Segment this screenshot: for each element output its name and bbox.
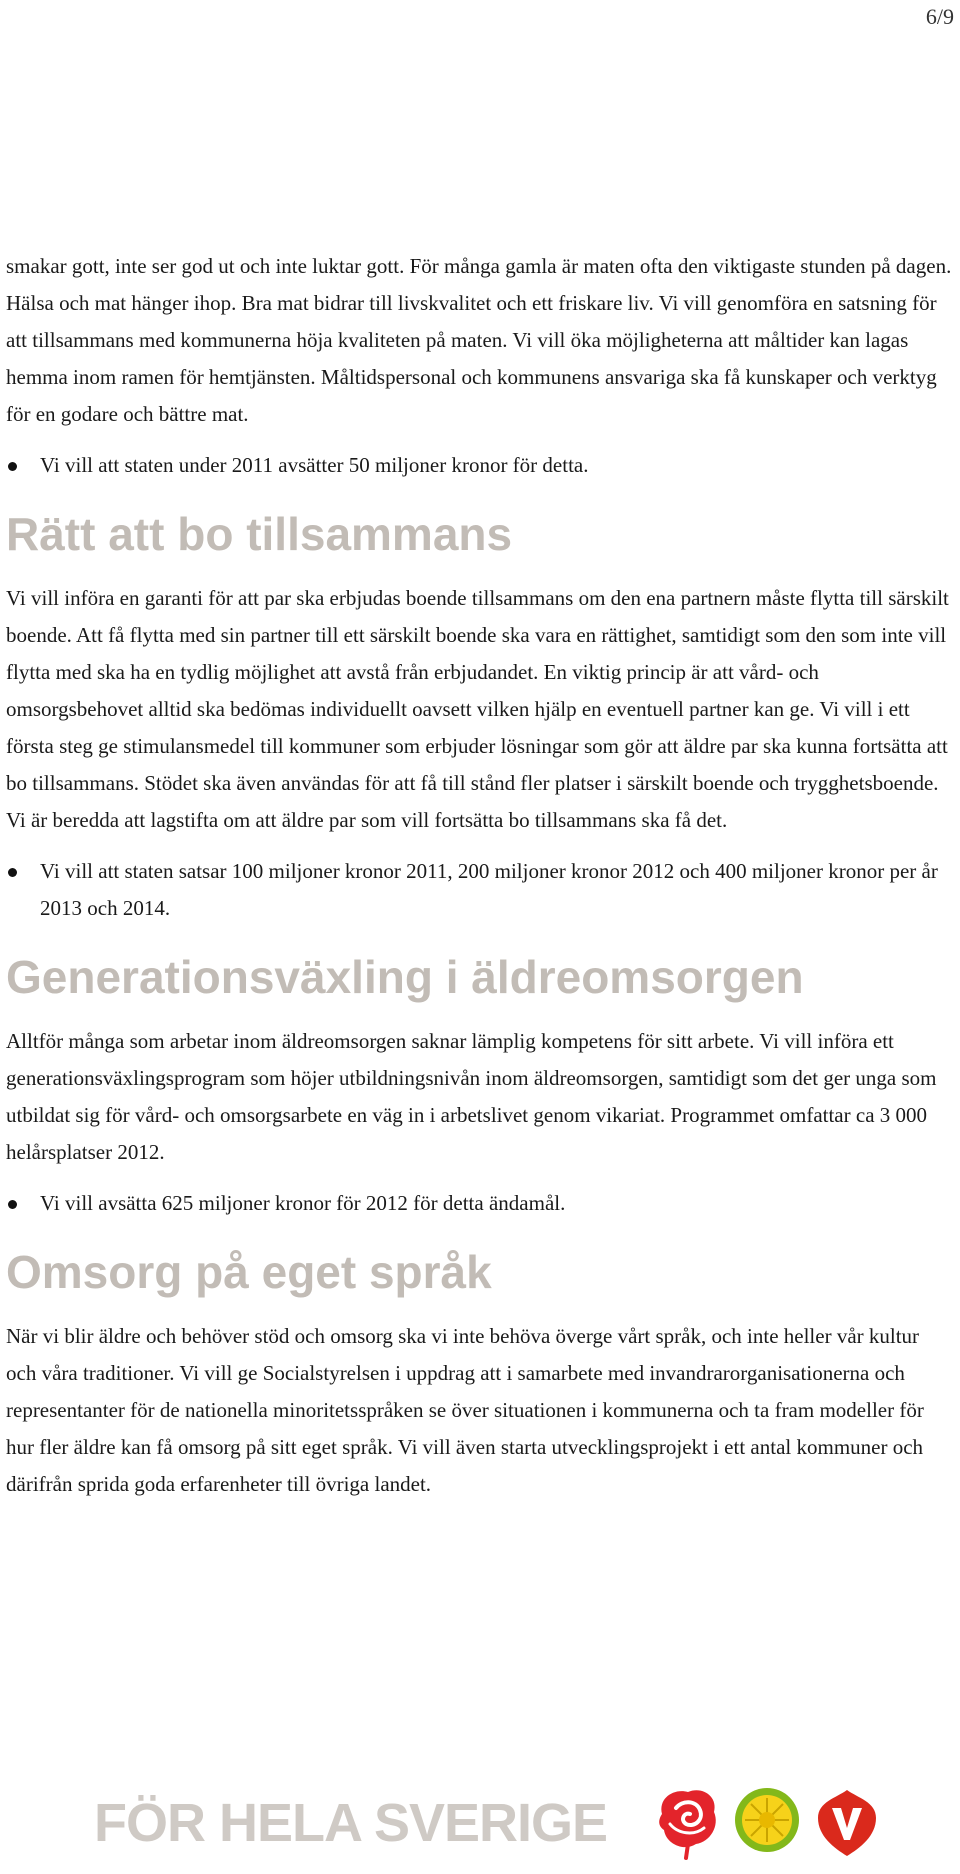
bullet-item: Vi vill att staten satsar 100 miljoner kronor 2011, 200 miljoner kronor 2012 och 400 miljoner kronor per år 2013 och 2014.: [6, 853, 954, 927]
footer-banner: [94, 1784, 884, 1864]
bullet-item: Vi vill avsätta 625 miljoner kronor för 2012 för detta ändamål.: [6, 1185, 954, 1222]
section-bullet-list: [6, 853, 954, 927]
dandelion-logo-icon: [732, 1784, 802, 1860]
section-heading-omsorg-pa-eget-sprak: Omsorg på eget språk: [6, 1246, 492, 1298]
rose-logo-icon: [654, 1784, 724, 1860]
section-bullet-list: [6, 1185, 954, 1222]
section-heading-generationsvaxling: Generationsväxling i äldreomsorgen: [6, 951, 804, 1003]
intro-paragraph: smakar gott, inte ser god ut och inte luktar gott. För många gamla är maten ofta den viktigaste stunden på dagen. Hälsa och mat hänger ihop. Bra mat bidrar till livskvalitet och ett friskare liv. Vi vill genomföra en satsning för att tillsammans med kommunerna höja kvaliteten på maten. Vi vill öka möjligheterna att måltider kan lagas hemma inom ramen för hemtjänsten. Måltidspersonal och kommunens ansvariga ska få kunskaper och verktyg för en godare och bättre mat.: [6, 254, 952, 426]
page-number: 6/9: [925, 4, 954, 29]
bullet-item: Vi vill att staten under 2011 avsätter 50 miljoner kronor för detta.: [6, 447, 954, 484]
v-logo-icon: [812, 1784, 882, 1860]
party-logos: [654, 1784, 884, 1864]
section-heading-ratt-att-bo: Rätt att bo tillsammans: [6, 508, 513, 560]
section-paragraph: När vi blir äldre och behöver stöd och omsorg ska vi inte behöva överge vårt språk, och inte heller vår kultur och våra traditioner. Vi vill ge Socialstyrelsen i uppdrag att i samarbete med invandrarorganisationerna och representanter för de nationella minoritetsspråken se över situationen i kommunerna och ta fram modeller för hur fler äldre kan få omsorg på sitt eget språk. Vi vill även starta utvecklingsprojekt i ett antal kommuner och därifrån sprida goda erfarenheter till övriga landet.: [6, 1324, 924, 1496]
document-body: [6, 248, 954, 1517]
footer-slogan: FÖR HELA SVERIGE: [94, 1793, 608, 1853]
intro-bullet-list: [6, 447, 954, 484]
section-paragraph: Alltför många som arbetar inom äldreomsorgen saknar lämplig kompetens för sitt arbete. Vi vill införa ett generationsväxlingsprogram som höjer utbildningsnivån inom äldreomsorgen, samtidigt som det ger unga som utbildat sig för vård- och omsorgsarbete en väg in i arbetslivet genom vikariat. Programmet omfattar ca 3 000 helårsplatser 2012.: [6, 1029, 937, 1164]
section-paragraph: Vi vill införa en garanti för att par ska erbjudas boende tillsammans om den ena partnern måste flytta till särskilt boende. Att få flytta med sin partner till ett särskilt boende ska vara en rättighet, samtidigt som den som inte vill flytta med ska ha en tydlig möjlighet att avstå från erbjudandet. En viktig princip är att vård- och omsorgsbehovet alltid ska bedömas individuellt oavsett vilken hjälp en eventuell partner kan ge. Vi vill i ett första steg ge stimulansmedel till kommuner som erbjuder lösningar som gör att äldre par ska kunna fortsätta att bo tillsammans. Stödet ska även användas för att få till stånd fler platser i särskilt boende och trygghetsboende. Vi är beredda att lagstifta om att äldre par som vill fortsätta bo tillsammans ska få det.: [6, 586, 949, 832]
